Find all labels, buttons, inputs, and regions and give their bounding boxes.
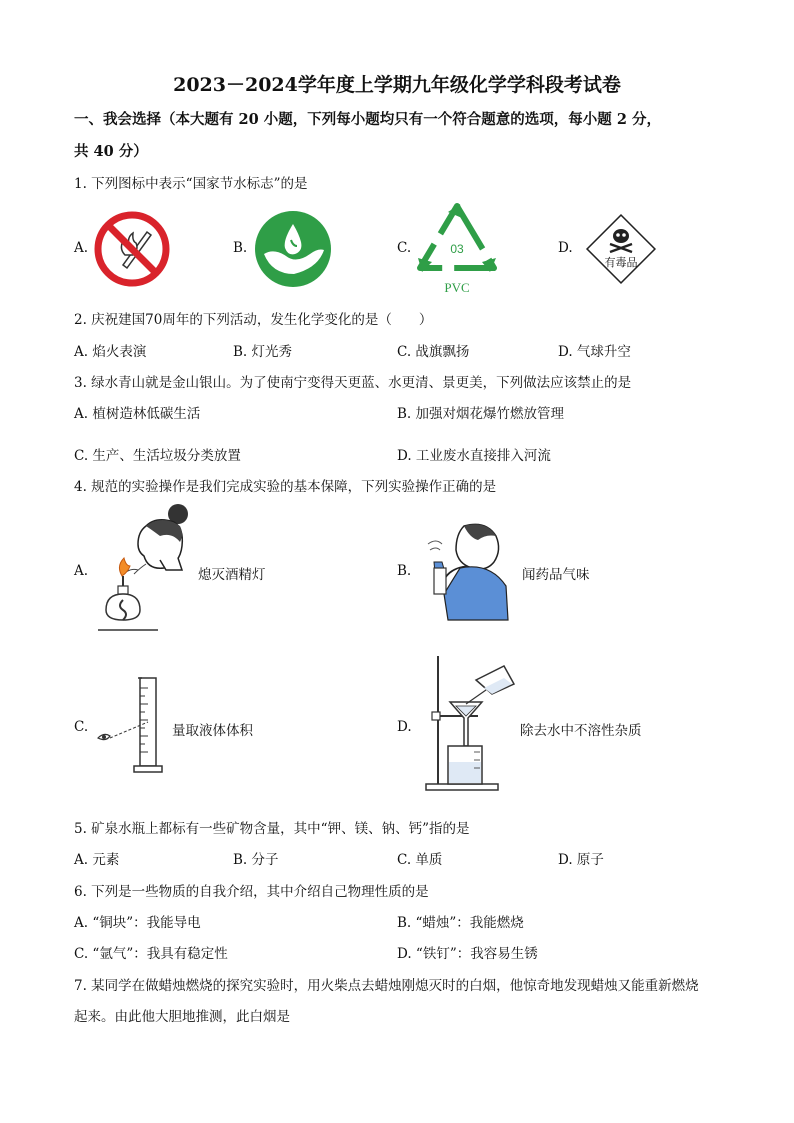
q3-option-a: A. 植树造林低碳生活 bbox=[74, 406, 201, 422]
q4-option-c-text: 量取液体体积 bbox=[172, 723, 253, 739]
q1-stem: 1. 下列图标中表示“国家节水标志”的是 bbox=[74, 176, 308, 192]
q2-option-c: C. 战旗飘扬 bbox=[397, 344, 470, 360]
page-title: 2023－2024学年度上学期九年级化学学科段考试卷 bbox=[173, 74, 621, 96]
q3-option-d: D. 工业废水直接排入河流 bbox=[397, 448, 551, 464]
q1-option-c-label: C. bbox=[397, 240, 412, 256]
recycle-icon bbox=[414, 200, 500, 296]
q6-option-c: C. “氩气”：我具有稳定性 bbox=[74, 946, 228, 962]
q4-option-a-letter: A. bbox=[74, 563, 89, 579]
q6-option-d: D. “铁钉”：我容易生锈 bbox=[397, 946, 538, 962]
recycle-number: 03 bbox=[450, 242, 464, 256]
filtration-illustration bbox=[426, 654, 522, 794]
q2-stem: 2. 庆祝建国70周年的下列活动，发生化学变化的是（ ） bbox=[74, 312, 433, 328]
blowing-lamp-illustration bbox=[98, 500, 194, 638]
recycle-label: PVC bbox=[444, 280, 470, 295]
q5-option-a: A. 元素 bbox=[74, 852, 120, 868]
q4-option-d-text: 除去水中不溶性杂质 bbox=[520, 723, 642, 739]
q4-option-b-letter: B. bbox=[397, 563, 412, 579]
q6-option-b: B. “蜡烛”：我能燃烧 bbox=[397, 915, 524, 931]
q3-option-b: B. 加强对烟花爆竹燃放管理 bbox=[397, 406, 565, 422]
q4-option-c-letter: C. bbox=[74, 719, 89, 735]
q7-stem-line2: 起来。由此他大胆地推测，此白烟是 bbox=[74, 1009, 290, 1025]
q2-option-a: A. 焰火表演 bbox=[74, 344, 147, 360]
smelling-chemical-illustration bbox=[420, 520, 512, 620]
toxic-label: 有毒品 bbox=[604, 256, 638, 269]
q5-option-b: B. 分子 bbox=[233, 852, 279, 868]
q4-option-d-letter: D. bbox=[397, 719, 412, 735]
q3-option-c: C. 生产、生活垃圾分类放置 bbox=[74, 448, 241, 464]
no-smoking-icon bbox=[93, 210, 171, 288]
q6-stem: 6. 下列是一些物质的自我介绍，其中介绍自己物理性质的是 bbox=[74, 884, 429, 900]
section-heading-line2: 共 40 分） bbox=[74, 143, 148, 160]
water-saving-icon bbox=[254, 210, 332, 288]
q2-option-d: D. 气球升空 bbox=[558, 344, 631, 360]
q5-option-d: D. 原子 bbox=[558, 852, 604, 868]
q4-option-b-text: 闻药品气味 bbox=[522, 567, 590, 583]
q5-stem: 5. 矿泉水瓶上都标有一些矿物含量，其中“钾、镁、钠、钙”指的是 bbox=[74, 821, 470, 837]
q4-option-a-text: 熄灭酒精灯 bbox=[198, 567, 266, 583]
toxic-icon bbox=[580, 208, 662, 290]
q7-stem-line1: 7. 某同学在做蜡烛燃烧的探究实验时，用火柴点去蜡烛刚熄灭时的白烟，他惊奇地发现蜡烛又能重新燃烧 bbox=[74, 978, 699, 994]
q1-option-d-label: D. bbox=[558, 240, 573, 256]
q4-stem: 4. 规范的实验操作是我们完成实验的基本保障，下列实验操作正确的是 bbox=[74, 479, 497, 495]
q2-option-b: B. 灯光秀 bbox=[233, 344, 293, 360]
q3-stem: 3. 绿水青山就是金山银山。为了使南宁变得天更蓝、水更清、景更美，下列做法应该禁止的是 bbox=[74, 375, 632, 391]
graduated-cylinder-illustration bbox=[94, 676, 174, 778]
q5-option-c: C. 单质 bbox=[397, 852, 443, 868]
section-heading-line1: 一、我会选择（本大题有 20 小题，下列每小题均只有一个符合题意的选项，每小题 2 分， bbox=[74, 111, 661, 128]
q1-option-b-label: B. bbox=[233, 240, 248, 256]
q1-option-a-label: A. bbox=[74, 240, 89, 256]
q6-option-a: A. “铜块”：我能导电 bbox=[74, 915, 201, 931]
